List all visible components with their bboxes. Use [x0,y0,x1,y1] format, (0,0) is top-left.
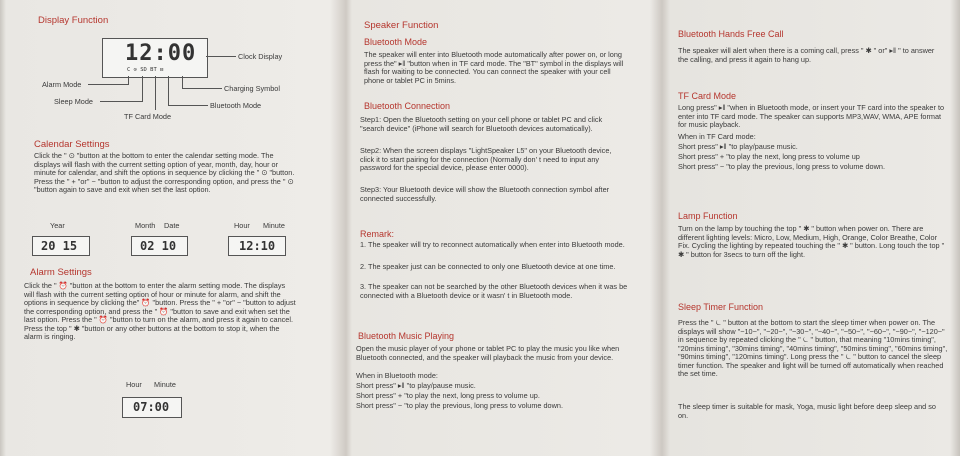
alarm-settings-title: Alarm Settings [30,267,92,278]
column-display-functions [0,0,340,456]
date-label: Date [164,221,180,230]
alarm-mode-label: Alarm Mode [42,80,82,89]
leader-line [142,76,143,102]
alarm-minute-label: Minute [154,380,176,389]
display-function-title: Display Function [38,15,109,26]
tf-when: When in TF Card mode: [678,132,756,141]
lamp-function-title: Lamp Function [678,211,738,221]
sleep-timer-title: Sleep Timer Function [678,302,764,312]
calendar-settings-text: Click the " ⊙ "button at the bottom to enter the calendar setting mode. The displays will flash with the current setting option of year, month, day, hour or minute for calendar, and shift the options in sequence by clicking the " ⊙ "button. Press the " + "or" − "button to adjust the corresponding option, and press the " ⊙ "button again to save and exit when set the last option. [34,151,295,194]
hour-minute-digits: 12:10 [239,239,276,253]
lamp-function-text: Turn on the lamp by touching the top " ✱ " button when power on. There are different lighting levels: Micro, Low, Medium, High, Orange, Color Breathe, Color Fix. Cycling the lighting by repeated touching the " ✱ " button. Long touch the top " ✱ " button for 3secs to turn off the light. [678,224,945,259]
leader-line [88,84,128,85]
hands-free-title: Bluetooth Hands Free Call [678,29,784,39]
sleep-timer-text: Press the " ⏾ " button at the bottom to start the sleep timer when power on. The displays will show "−10−", "−20−", "−30−", "−40−", "−50−", "−60−", "−90−", "−120−" in sequence by repeated clicking the " ⏾ " button, that meaning "10mins timing", "20mins timing", "30mins timing", "40mins timing", "50mins timing", "60mins timing", "90mins timing", "120mins timing". Long press the " ⏾ " button to cancel the sleep timer function. The speaker and light will be turned off automatically when reached the set time. [678,318,948,378]
alarm-digits: 07:00 [133,400,170,414]
step3-text: Step3: Your Bluetooth device will show the Bluetooth connection symbol after connected successfully. [360,185,610,203]
step1-text: Step1: Open the Bluetooth setting on your cell phone or tablet PC and click "search device" (iPhone will search for Bluetooth devices automatically). [360,115,603,133]
music-playing-title: Bluetooth Music Playing [358,331,455,341]
leader-line [155,76,156,110]
month-date-digits: 02 10 [140,239,177,253]
leader-line [100,101,142,102]
step2-text: Step2: When the screen displays "LightSpeaker L5" on your Bluetooth device, click it to start pairing for the connection (Normally don' t need to input any password for the special device, please enter 0000). [360,146,612,172]
charging-symbol-label: Charging Symbol [224,84,280,93]
alarm-lcd [122,397,182,418]
clock-digits: 12:00 [125,41,197,66]
tf-short-1: Short press" ▸‖ "to play/pause music. [678,142,798,151]
year-label: Year [50,221,65,230]
column-other-functions [668,0,960,456]
alarm-settings-text: Click the " ⏰ "button at the bottom to enter the alarm setting mode. The displays will flash with the current setting option of hour or minute for alarm, and shift the options in sequence by clicking the" ⏰ "button. Press the " + "or" − "button to adjust the corresponding option, and press the " ⏰ "button to save and exit when set the last option. Press the " ⏰ "button to turn on the alarm, and press it again to cancel. Press the top " ✱ "button or any other buttons at the bottom to stop it, when the alarm is ringing. [24,281,296,341]
music-playing-text: Open the music player of your phone or tablet PC to play the music you like when Bluetooth connected, and the speaker will playback the music from your device. [356,344,620,362]
leader-line [206,56,236,57]
alarm-hour-label: Hour [126,380,142,389]
bluetooth-mode-label: Bluetooth Mode [210,101,262,110]
sleep-timer-text-2: The sleep timer is suitable for mask, Yoga, music light before deep sleep and so on. [678,402,936,420]
remark-title: Remark: [360,229,395,239]
clock-display-label: Clock Display [238,52,283,61]
remark-1: 1. The speaker will try to reconnect automatically when enter into Bluetooth mode. [360,240,625,249]
year-lcd [32,236,90,256]
hour-minute-lcd [228,236,286,256]
music-short-3: Short press" − "to play the previous, long press to volume down. [356,401,563,410]
leader-line [182,76,183,89]
leader-line [182,88,222,89]
month-label: Month [135,221,156,230]
music-short-1: Short press" ▸‖ "to play/pause music. [356,381,476,390]
column-speaker-functions [350,0,658,456]
calendar-settings-title: Calendar Settings [34,139,110,150]
tf-card-title: TF Card Mode [678,91,737,101]
year-digits: 20 15 [41,239,78,253]
remark-2: 2. The speaker just can be connected to only one Bluetooth device at one time. [360,262,616,271]
bluetooth-mode-text: The speaker will enter into Bluetooth mode automatically after power on, or long press the" ▸‖ "button when in TF card mode. The "BT" symbol in the displays will flash for waiting to be connected. You can connect the speaker with your cell phone or tablet PC in 5mins. [364,50,624,85]
bluetooth-connection-title: Bluetooth Connection [364,101,451,111]
leader-line [168,76,169,106]
remark-3: 3. The speaker can not be searched by the other Bluetooth devices when it was be connected with a Bluetooth device or it wasn' t in Bluetooth mode. [360,282,628,300]
tf-short-2: Short press" + "to play the next, long press to volume up [678,152,860,161]
bluetooth-mode-title: Bluetooth Mode [364,37,428,47]
display-diagram-lcd [102,38,208,78]
speaker-function-title: Speaker Function [364,20,439,31]
music-when: When in Bluetooth mode: [356,371,438,380]
sleep-mode-label: Sleep Mode [54,97,93,106]
leader-line [168,105,208,106]
status-icons: C ⊙ SD BT ⊟ [127,67,164,73]
music-short-2: Short press" + "to play the next, long press to volume up. [356,391,540,400]
month-date-lcd [131,236,188,256]
tf-card-mode-label: TF Card Mode [124,112,172,121]
hands-free-text: The speaker will alert when there is a coming call, press " ✱ " or" ▸‖ " to answer the calling, and press it again to hang up. [678,46,935,64]
leader-line [128,76,129,85]
hour-label: Hour [234,221,250,230]
tf-short-3: Short press" − "to play the previous, long press to volume down. [678,162,885,171]
tf-card-text: Long press" ▸‖ "when in Bluetooth mode, or insert your TF card into the speaker to enter into TF card mode. The speaker can supports MP3,WAV, WMA, APE format for music playback. [678,103,945,129]
minute-label: Minute [263,221,285,230]
